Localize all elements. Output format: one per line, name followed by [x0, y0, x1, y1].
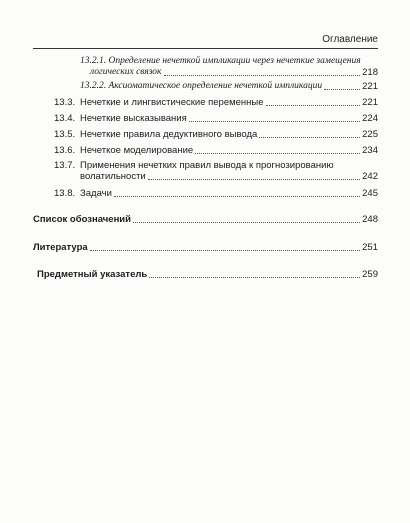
toc-entry-number: 13.5.	[54, 129, 76, 140]
toc-entry-title: Нечеткие высказывания	[80, 113, 187, 124]
dot-leader	[259, 137, 360, 138]
toc-entry-13-6[interactable]	[54, 145, 378, 156]
toc-entry-title: Определение нечеткой импликации через нечеткие замещения	[108, 56, 361, 66]
toc-entry-title-cont: логических связок	[90, 67, 162, 77]
toc-entry-13-4[interactable]	[54, 113, 378, 124]
running-header: Оглавление	[322, 34, 378, 45]
toc-page-number: 218	[362, 67, 378, 78]
toc-entry-number: 13.6.	[54, 145, 76, 156]
toc-entry-notation-list[interactable]	[33, 214, 378, 225]
toc-entry-title: Список обозначений	[33, 214, 131, 225]
toc-entry-title: Аксиоматическое определение нечеткой импликации	[108, 81, 323, 91]
toc-entry-bibliography[interactable]	[33, 242, 378, 253]
toc-entry-13-3[interactable]	[54, 97, 378, 108]
toc-entry-title: Нечеткое моделирование	[80, 145, 194, 156]
toc-entry-title: Предметный указатель	[37, 269, 148, 280]
toc-page-number: 259	[362, 269, 378, 280]
toc-page-number: 248	[362, 214, 378, 225]
toc-entry-title: Нечеткие и лингвистические переменные	[80, 97, 264, 108]
dot-leader	[266, 105, 360, 106]
toc-page-number: 221	[362, 97, 378, 108]
dot-leader	[148, 179, 360, 180]
dot-leader	[114, 196, 360, 197]
toc-page-number: 251	[362, 242, 378, 253]
dot-leader	[164, 75, 361, 76]
dot-leader	[133, 222, 360, 223]
toc-page-number: 242	[362, 171, 378, 182]
toc-entry-number: 13.4.	[54, 113, 76, 124]
toc-entry-number: 13.8.	[54, 188, 76, 199]
toc-page-number: 225	[362, 129, 378, 140]
toc-entry-title: Задачи	[80, 188, 112, 199]
toc-entry-title: Литература	[33, 242, 88, 253]
dot-leader	[195, 153, 360, 154]
toc-entry-13-8[interactable]	[54, 188, 378, 199]
dot-leader	[324, 89, 360, 90]
toc-entry-number: 13.3.	[54, 97, 76, 108]
dot-leader	[189, 121, 360, 122]
dot-leader	[90, 250, 360, 251]
toc-page-number: 221	[362, 81, 378, 92]
header-rule	[33, 48, 378, 49]
toc-entry-title: Применения нечетких правил вывода к прогнозированию	[80, 160, 334, 171]
toc-entry-13-7[interactable]	[54, 160, 378, 182]
toc-entry-number: 13.7.	[54, 160, 76, 171]
toc-entry-13-2-1[interactable]	[80, 56, 378, 78]
toc-entry-number: 13.2.1.	[80, 56, 107, 66]
toc-page-number: 245	[362, 188, 378, 199]
toc-page-number: 224	[362, 113, 378, 124]
toc-entry-title: Нечеткие правила дедуктивного вывода	[80, 129, 258, 140]
dot-leader	[149, 277, 360, 278]
toc-entry-subject-index[interactable]	[37, 269, 378, 280]
toc-page-number: 234	[362, 145, 378, 156]
toc-entry-title-cont: волатильности	[80, 171, 146, 182]
toc-entry-number: 13.2.2.	[80, 81, 107, 91]
toc-entry-13-2-2[interactable]	[80, 81, 378, 92]
toc-entry-13-5[interactable]	[54, 129, 378, 140]
